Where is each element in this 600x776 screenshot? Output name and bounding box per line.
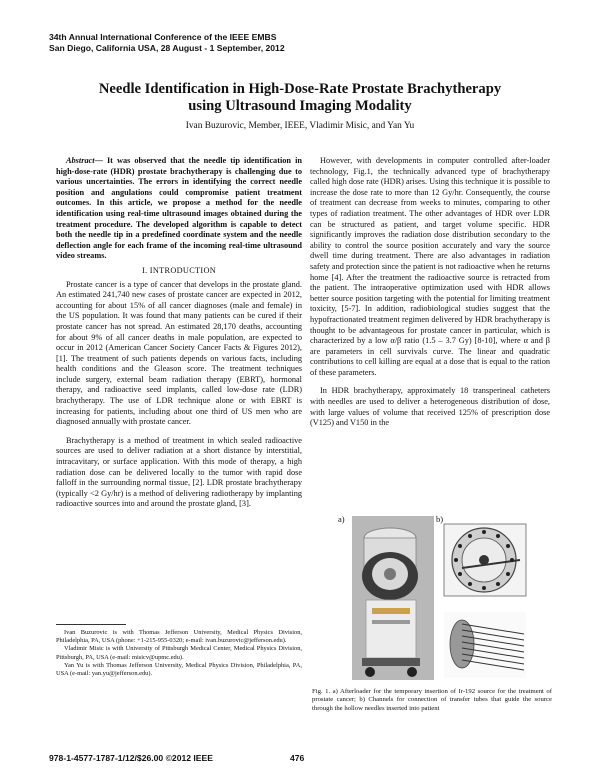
title-line-2: using Ultrasound Imaging Modality bbox=[188, 98, 412, 114]
left-column bbox=[56, 156, 302, 510]
figure-label-b: b) bbox=[436, 514, 444, 524]
abstract bbox=[56, 156, 302, 262]
footnote: Yan Yu is with Thomas Jefferson University, Medical Physics Division, Philadelphia, PA, USA (e-mail: yan.yu@jefferson.edu). bbox=[56, 661, 302, 678]
abstract-label: Abstract— bbox=[66, 156, 103, 165]
body-paragraph: In HDR brachytherapy, approximately 18 transperineal catheters with needles are used to deliver a heterogeneous distribution of dose, with large values of volume that received 125% of prescription dose (V125) and V150 in the bbox=[310, 386, 550, 428]
conference-header bbox=[49, 32, 285, 53]
conference-line-2: San Diego, California USA, 28 August - 1 September, 2012 bbox=[49, 42, 285, 53]
afterloader-device-image bbox=[352, 516, 434, 680]
footer-isbn: 978-1-4577-1787-1/12/$26.00 ©2012 IEEE bbox=[49, 753, 214, 763]
footnote-divider bbox=[56, 624, 126, 625]
footnote: Vladimir Misic is with University of Pittsburgh Medical Center, Medical Physics Division, Pittsburgh, PA, USA (e-mail: misicv@upmc.edu). bbox=[56, 645, 302, 661]
figure-caption: Fig. 1. a) Afterloader for the temporary insertion of Ir-192 source for the treatment of prostate cancer; b) Channels for connection of transfer tubes that guide the source through the hollow needles inserted into patient bbox=[312, 688, 552, 712]
footnote: Ivan Buzurovic is with Thomas Jefferson University, Medical Physics Division, Philadelphia, PA, USA (phone: +1-215-955-0320; e-mail: ivan.buzurovic@jefferson.edu). bbox=[56, 629, 302, 645]
body-paragraph: Brachytherapy is a method of treatment in which sealed radioactive sources are used to deliver radiation at a short distance by interstitial, intracavitary, or surface application. With this mode of therapy, a high radiation dose can be delivered locally to the tumor with rapid dose falloff in the surrounding normal tissue, [2]. LDR prostate brachytherapy (typically <2 Gy/hr) is a method of delivering radiotherapy by implanting radioactive sources into and around the prostate gland, [3]. bbox=[56, 435, 302, 509]
figure-label-a: a) bbox=[338, 514, 345, 524]
page-number: 476 bbox=[290, 753, 305, 763]
abstract-text: It was observed that the needle tip identification in high-dose-rate (HDR) prostate brachytherapy is challenging due to various uncertainties. The errors in identifying the correct needle position and angulations could compromise patient treatment outcomes. In this article, we propose a method for the needle identification using real-time ultrasound images obtained during the treatment procedure. The developed algorithm is capable to detect both the needle tip in a predefined coordinate system and the needle deflection angle for each frame of the incoming real-time ultrasound video streams. bbox=[56, 156, 302, 261]
right-column bbox=[310, 156, 550, 429]
paper-title bbox=[40, 81, 560, 115]
transfer-tubes-image bbox=[444, 612, 526, 678]
figure-1 bbox=[312, 508, 552, 684]
conference-line-1: 34th Annual International Conference of the IEEE EMBS bbox=[49, 32, 277, 42]
channel-panel-image bbox=[444, 524, 526, 596]
author-list: Ivan Buzurovic, Member, IEEE, Vladimir Misic, and Yan Yu bbox=[185, 121, 415, 131]
body-paragraph: However, with developments in computer controlled after-loader technology, Fig.1, the technically advanced type of brachytherapy called high dose rate (HDR) arises. Using this technique it is possible to increase the dose rate to more than 12 Gy/hr. Consequently, the course of treatment can decrease from weeks to minutes, comparing to other types of radiation treatment. The other advantages of HDR over LDR can be structured as patient, and target volume specific. HDR significantly improves the radiation dose distribution secondary to the ability to control the source position accurately and vary the source dwell time during treatment. There are also advantages in radiation safety and protection since the patient is not radioactive when he returns home [4]. After the treatment the radioactive source is retracted from the patient. The intraoperative optimization used with HDR allows better source position targeting with the potential for limiting treatment toxicity, [5-7]. In addition, radiobiological studies suggest that the hypofractionated treatment regimen delivered by HDR brachytherapy is thought to be advantageous for prostate cancer in particular, which is characterized by a low α/β ratio (1.5 – 3.7 Gy) [8-10], where α and β are parameters in cell survivals curve. The linear and quadratic contributions to cell killing are equal at a dose that is equal to the ration of these parameters. bbox=[310, 156, 550, 377]
title-line-1: Needle Identification in High-Dose-Rate Prostate Brachytherapy bbox=[98, 81, 502, 97]
author-footnotes bbox=[56, 629, 302, 678]
section-heading-introduction: I. INTRODUCTION bbox=[141, 265, 217, 275]
body-paragraph: Prostate cancer is a type of cancer that develops in the prostate gland. An estimated 241,740 new cases of prostate cancer are expected in 2012, accounting for about 15% of all cancer diagnoses (male and female) in the US population. It was found that many patients can be cured if their prostate cancer has not spread. An estimated 28,170 deaths, accounting for about 9% of all cancer deaths in male population, are expected to occur in 2012 (American Cancer Society Cancer Facts & Figures 2012), [1]. The treatment of such patients depends on various facts, including health conditions and the Gleason score. The treatment techniques include surgery, external beam radiation therapy (EBRT), hormonal therapy, and radioactive seed implants, called low-dose rate (LDR) brachytherapy. The use of LDR technique alone or with EBRT is increasing for patients, including about one third of US men who are diagnosed annually with prostate cancer. bbox=[56, 279, 302, 427]
afterloader-photo-illustration bbox=[312, 508, 552, 684]
